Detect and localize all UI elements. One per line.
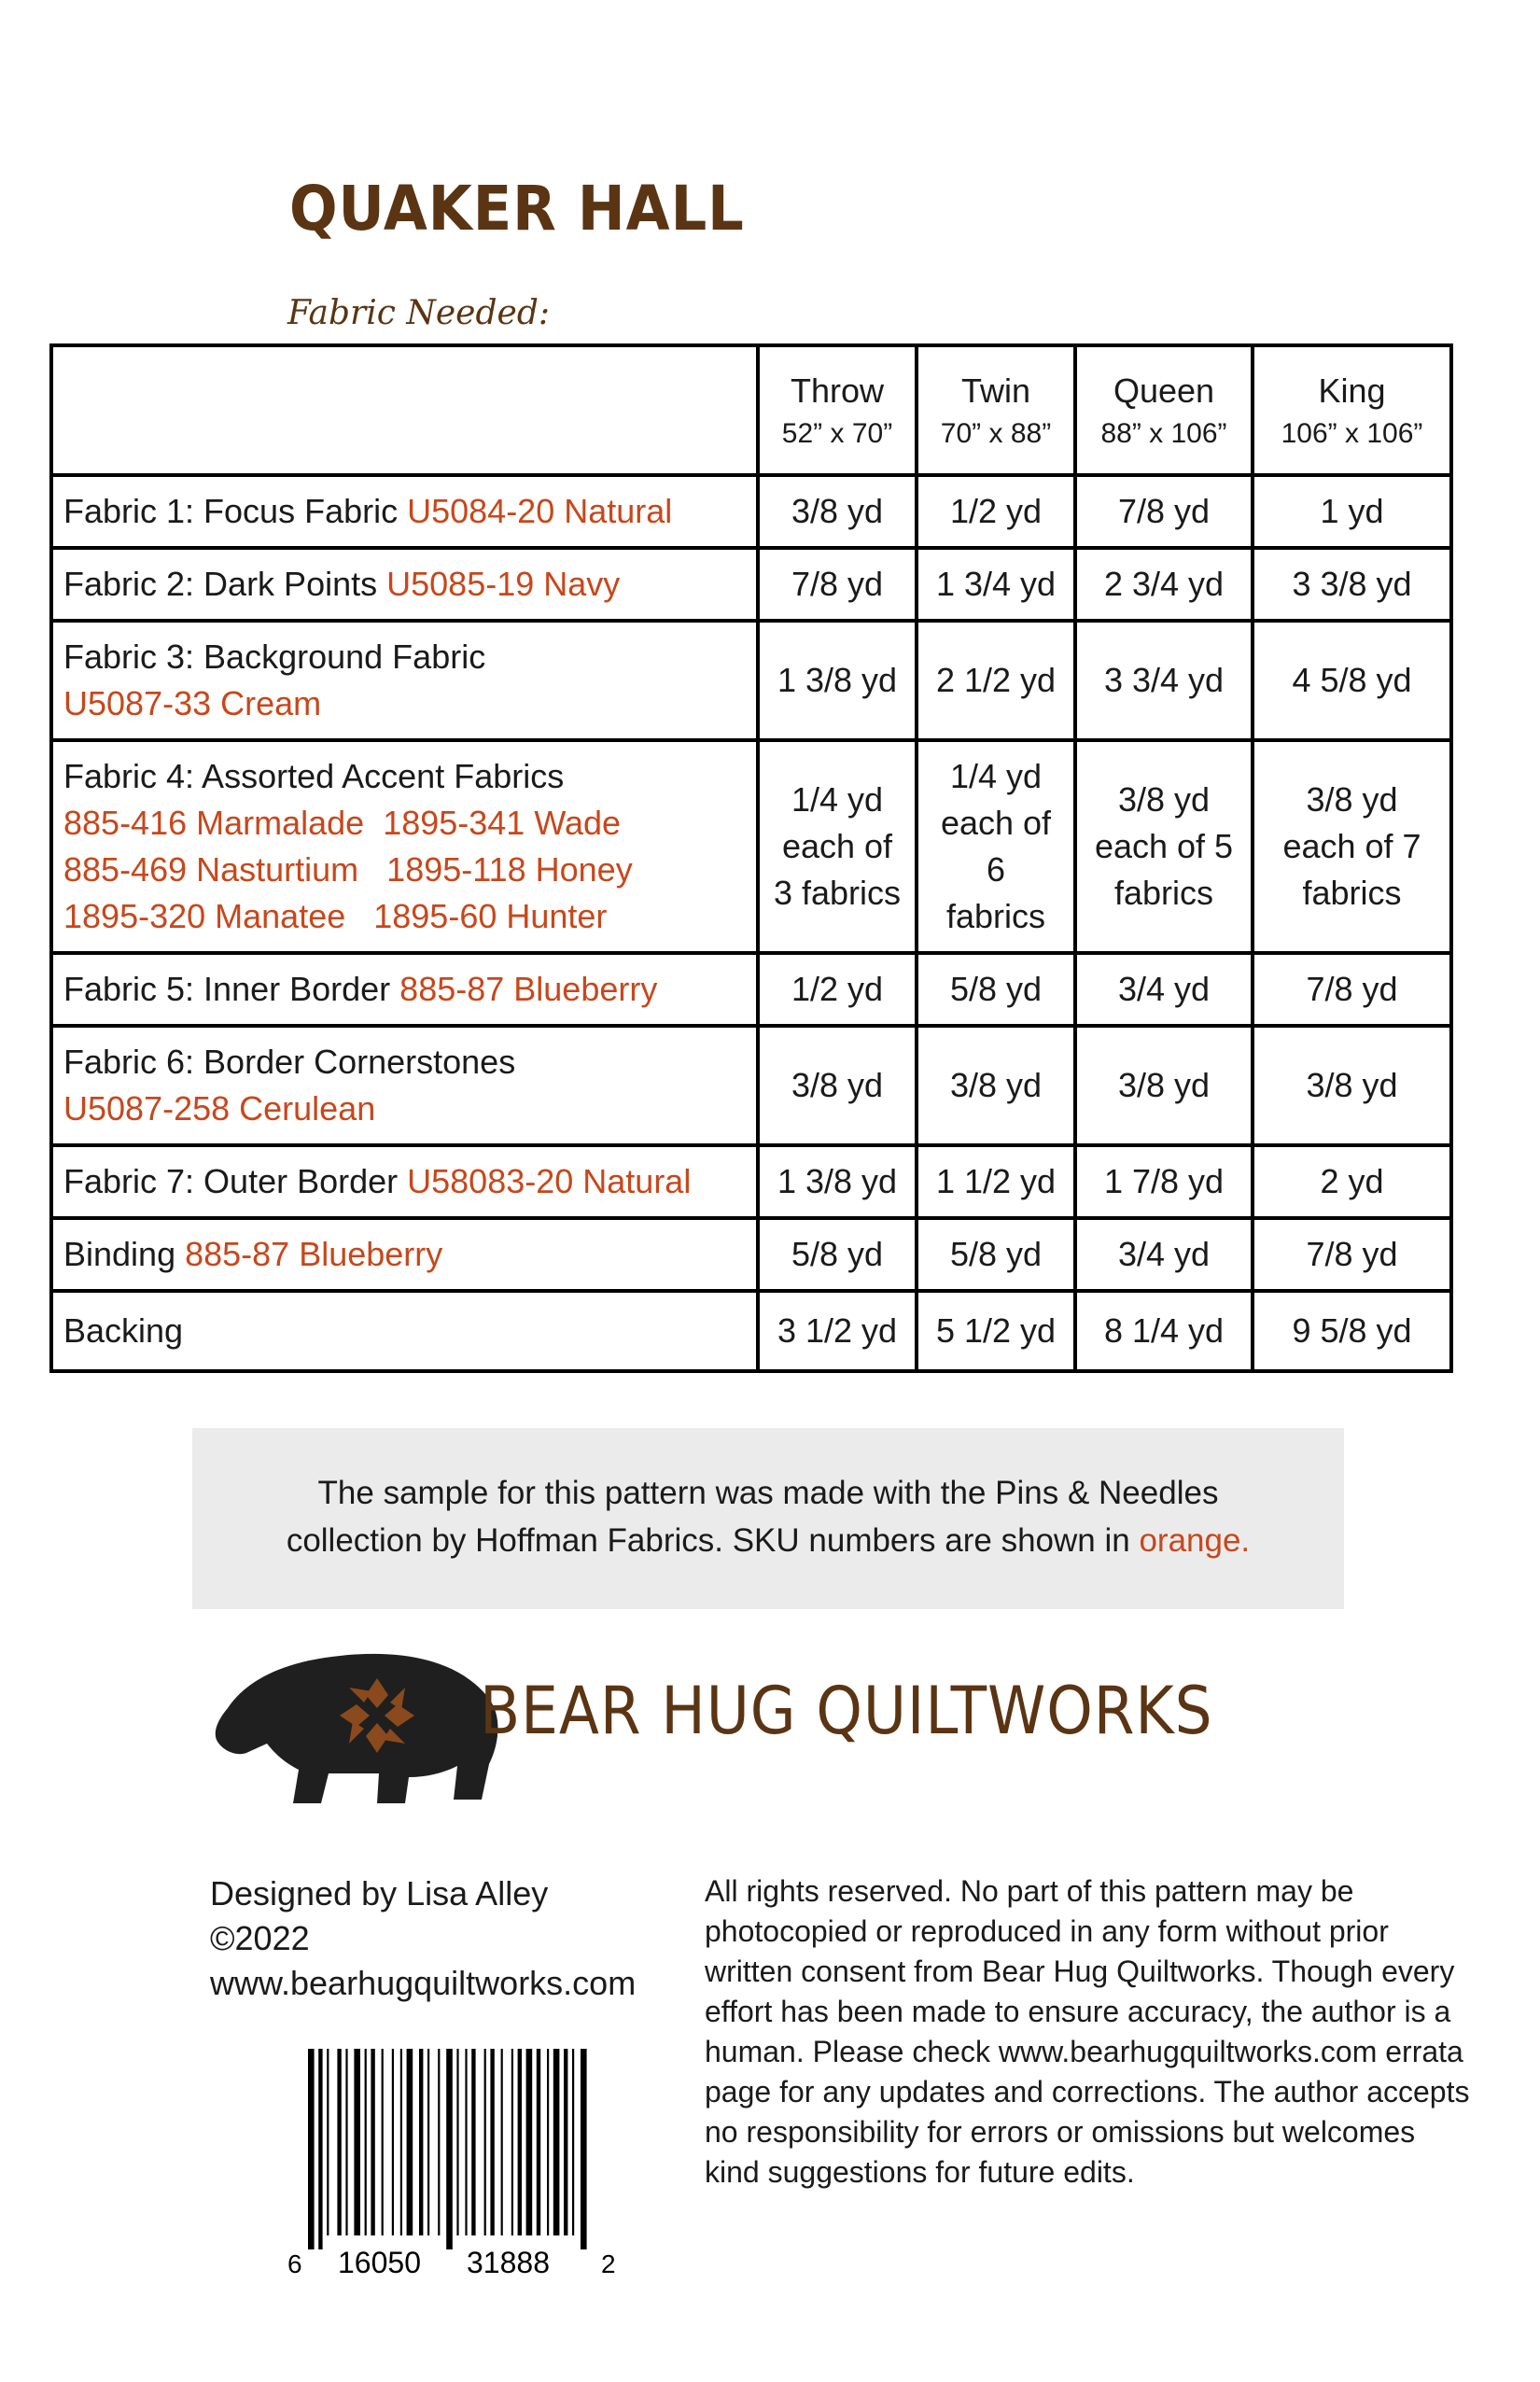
yardage-cell: 3 3/8 yd xyxy=(1253,548,1451,621)
header-empty-cell xyxy=(51,345,758,475)
fabric-sku: 885-469 Nasturtium 1895-118 Honey xyxy=(63,850,633,889)
fabric-sku: 885-416 Marmalade 1895-341 Wade xyxy=(63,804,622,842)
size-dims: 106” x 106” xyxy=(1281,417,1423,449)
size-name: Queen xyxy=(1113,371,1215,410)
fabric-name: Backing xyxy=(63,1311,184,1350)
fabric-label xyxy=(51,475,758,548)
yardage-cell: 4 5/8 yd xyxy=(1253,621,1451,740)
size-dims: 70” x 88” xyxy=(940,417,1052,449)
website-link[interactable]: www.bearhugquiltworks.com xyxy=(210,1964,637,2002)
table-row xyxy=(51,548,1451,621)
fabric-label xyxy=(51,1145,758,1218)
rights-statement: All rights reserved. No part of this pattern may be photocopied or reproduced in any form without prior written consent from Bear Hug Quiltworks. Though every effort has been made to ensure accuracy, the author is a human. Please check www.bearhugquiltworks.com errata page for any updates and corrections. The author accepts no responsibility for errors or omissions but welcomes kind suggestions for future edits. xyxy=(705,1874,1470,2189)
yardage-cell: 3/8 yd each of 7 fabrics xyxy=(1253,740,1451,953)
copyright: ©2022 xyxy=(210,1919,310,1957)
fabric-label xyxy=(51,1026,758,1145)
yardage-cell: 1/4 yd each of 3 fabrics xyxy=(758,740,917,953)
table-row xyxy=(51,475,1451,548)
yardage-cell: 1 yd xyxy=(1253,475,1451,548)
table-row xyxy=(51,1145,1451,1218)
fabric-name: Fabric 4: Assorted Accent Fabrics xyxy=(63,757,565,795)
fabric-sku: 885-87 Blueberry xyxy=(399,970,658,1008)
yardage-cell: 3/8 yd xyxy=(1075,1026,1253,1145)
fabric-label xyxy=(51,621,758,740)
yardage-cell: 5/8 yd xyxy=(758,1218,917,1291)
size-dims: 52” x 70” xyxy=(781,417,893,449)
size-name: Twin xyxy=(960,371,1031,410)
size-dims: 88” x 106” xyxy=(1100,417,1227,449)
fabric-sku: U5085-19 Navy xyxy=(386,565,621,603)
fabric-name: Binding xyxy=(63,1235,186,1273)
fabric-label xyxy=(51,1291,758,1371)
table-header-row xyxy=(51,345,1451,475)
note-highlight: orange. xyxy=(1139,1522,1251,1559)
yardage-cell: 3/8 yd xyxy=(758,475,917,548)
yardage-cell: 1 3/8 yd xyxy=(758,1145,917,1218)
fabric-label xyxy=(51,740,758,953)
yardage-cell: 2 3/4 yd xyxy=(1075,548,1253,621)
brand-name: BEAR HUG QUILTWORKS xyxy=(480,1673,1213,1749)
yardage-cell: 5/8 yd xyxy=(917,1218,1075,1291)
size-header xyxy=(917,345,1075,475)
fabric-name: Fabric 5: Inner Border xyxy=(63,970,400,1008)
fabric-label xyxy=(51,1218,758,1291)
size-header xyxy=(1075,345,1253,475)
yardage-cell: 9 5/8 yd xyxy=(1253,1291,1451,1371)
size-header xyxy=(758,345,917,475)
fabric-sku: U5087-258 Cerulean xyxy=(63,1089,376,1128)
fabric-name: Fabric 6: Border Cornerstones xyxy=(63,1043,516,1081)
yardage-cell: 1 3/8 yd xyxy=(758,621,917,740)
yardage-cell: 3/8 yd xyxy=(917,1026,1075,1145)
yardage-cell: 8 1/4 yd xyxy=(1075,1291,1253,1371)
yardage-cell: 7/8 yd xyxy=(1253,953,1451,1026)
yardage-cell: 7/8 yd xyxy=(758,548,917,621)
yardage-cell: 5 1/2 yd xyxy=(917,1291,1075,1371)
yardage-cell: 7/8 yd xyxy=(1075,475,1253,548)
yardage-cell: 2 yd xyxy=(1253,1145,1451,1218)
yardage-cell: 1 1/2 yd xyxy=(917,1145,1075,1218)
sample-note xyxy=(192,1428,1344,1609)
yardage-cell: 1 3/4 yd xyxy=(917,548,1075,621)
size-name: King xyxy=(1318,371,1386,410)
fabric-needed-heading: Fabric Needed: xyxy=(287,294,551,332)
yardage-cell: 3 1/2 yd xyxy=(758,1291,917,1371)
fabric-sku: U58083-20 Natural xyxy=(407,1162,692,1200)
barcode-digit: 16050 xyxy=(338,2246,421,2279)
barcode-digit: 31888 xyxy=(467,2246,550,2279)
yardage-cell: 3 3/4 yd xyxy=(1075,621,1253,740)
yardage-cell: 1/4 yd each of 6 fabrics xyxy=(917,740,1075,953)
table-row xyxy=(51,1291,1451,1371)
fabric-requirements-table xyxy=(49,343,1453,1373)
fabric-label xyxy=(51,953,758,1026)
table-row xyxy=(51,953,1451,1026)
credits xyxy=(210,1871,636,2006)
barcode xyxy=(280,2049,635,2291)
fabric-sku: U5084-20 Natural xyxy=(407,492,673,530)
fabric-name: Fabric 7: Outer Border xyxy=(63,1162,408,1200)
table-row xyxy=(51,1218,1451,1291)
table-row xyxy=(51,621,1451,740)
fabric-sku: U5087-33 Cream xyxy=(63,684,322,722)
yardage-cell: 1/2 yd xyxy=(917,475,1075,548)
barcode-digit: 2 xyxy=(601,2249,616,2278)
fabric-label xyxy=(51,548,758,621)
fabric-name: Fabric 1: Focus Fabric xyxy=(63,492,408,530)
yardage-cell: 3/8 yd each of 5 fabrics xyxy=(1075,740,1253,953)
yardage-cell: 3/4 yd xyxy=(1075,953,1253,1026)
table-row xyxy=(51,1026,1451,1145)
fabric-sku: 885-87 Blueberry xyxy=(185,1235,443,1273)
fabric-name: Fabric 2: Dark Points xyxy=(63,565,387,603)
yardage-cell: 2 1/2 yd xyxy=(917,621,1075,740)
yardage-cell: 3/4 yd xyxy=(1075,1218,1253,1291)
pattern-title: QUAKER HALL xyxy=(289,173,745,245)
fabric-sku: 1895-320 Manatee 1895-60 Hunter xyxy=(63,897,608,935)
designer: Designed by Lisa Alley xyxy=(210,1874,549,1913)
yardage-cell: 1 7/8 yd xyxy=(1075,1145,1253,1218)
note-line: The sample for this pattern was made with the Pins & Needles xyxy=(317,1475,1219,1511)
table-row xyxy=(51,740,1451,953)
size-name: Throw xyxy=(790,371,885,410)
fabric-name: Fabric 3: Background Fabric xyxy=(63,638,486,676)
yardage-cell: 3/8 yd xyxy=(758,1026,917,1145)
barcode-digit: 6 xyxy=(287,2249,302,2278)
note-line: collection by Hoffman Fabrics. SKU numbers are shown in xyxy=(286,1522,1140,1559)
yardage-cell: 3/8 yd xyxy=(1253,1026,1451,1145)
yardage-cell: 1/2 yd xyxy=(758,953,917,1026)
yardage-cell: 5/8 yd xyxy=(917,953,1075,1026)
size-header xyxy=(1253,345,1451,475)
yardage-cell: 7/8 yd xyxy=(1253,1218,1451,1291)
